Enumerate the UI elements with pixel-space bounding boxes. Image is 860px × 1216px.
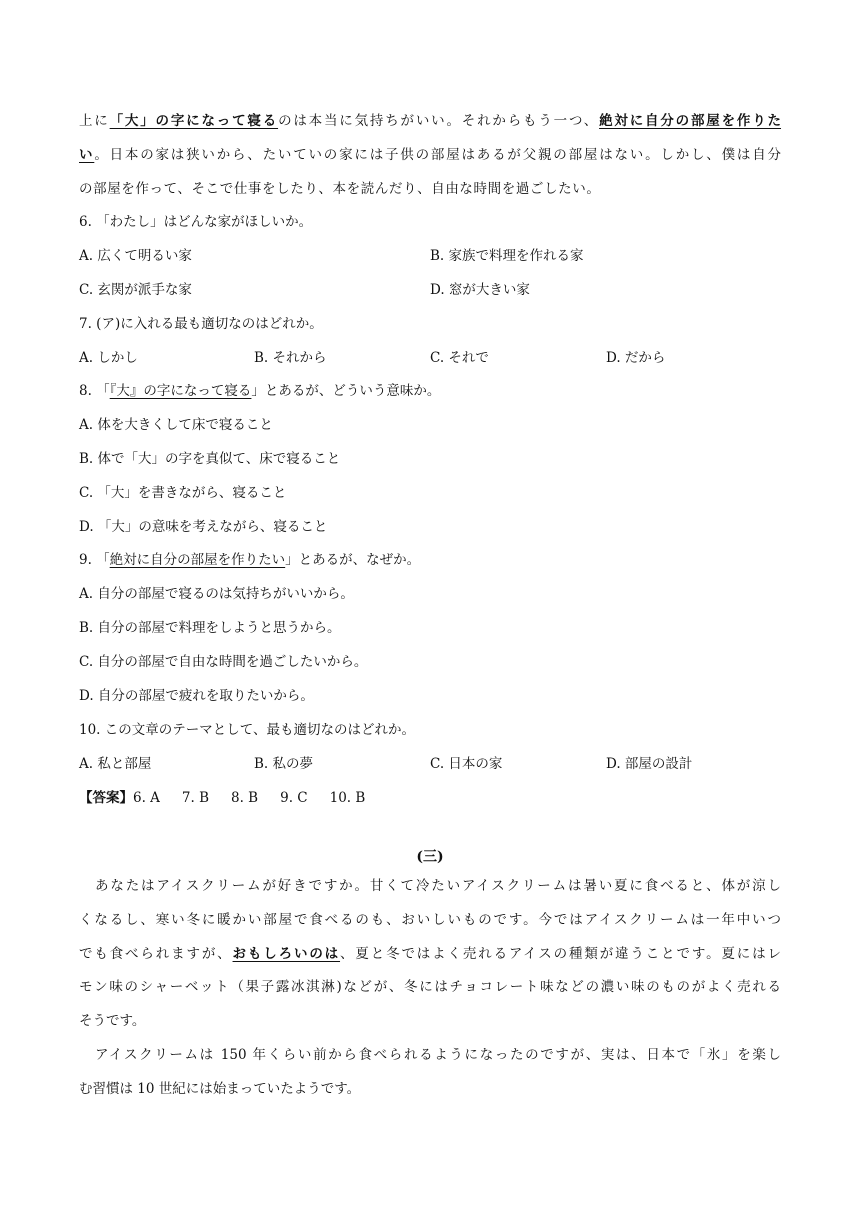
q9-option-b: B. 自分の部屋で料理をしようと思うから。	[79, 620, 341, 636]
text: 」とあるが、どういう意味か。	[251, 383, 441, 399]
passage-line-3: の部屋を作って、そこで仕事をしたり、本を読んだり、自由な時間を過ごしたい。	[79, 181, 601, 197]
q8-option-c: C. 「大」を書きながら、寝ること	[79, 485, 287, 501]
underlined-quote: 絶対に自分の部屋を作りたい	[109, 552, 286, 568]
q10-option-b: B. 私の夢	[254, 756, 314, 772]
q10-option-a: A. 私と部屋	[79, 756, 152, 772]
section3-p1-line-4: モン味のシャーベット（果子露冰淇淋)などが、冬にはチョコレート味などの濃い味のものがよく売れる	[79, 979, 781, 995]
text: 。日本の家は狭いから、たいていの家には子供の部屋はあるが父親の部屋はない。しかし、僕は自分	[94, 147, 782, 163]
question-6: 6. 「わたし」はどんな家がほしいか。	[79, 214, 313, 230]
q9-option-a: A. 自分の部屋で寝るのは気持ちがいいから。	[79, 586, 354, 602]
answer-key	[79, 788, 781, 808]
section3-p1-line-3	[79, 944, 781, 964]
underlined-quote: 『大』の字になって寝る	[109, 383, 252, 399]
answer-7: 7. B	[181, 790, 210, 806]
section3-p2-line-2: む習慣は 10 世紀には始まっていたようです。	[79, 1081, 361, 1097]
passage-line-1	[79, 111, 781, 131]
q7-option-c: C. それで	[430, 350, 489, 366]
question-10: 10. この文章のテーマとして、最も適切なのはどれか。	[79, 722, 415, 738]
underlined-phrase-room-end: い	[79, 147, 95, 163]
text: 9. 「	[79, 552, 110, 568]
text: のは本当に気持ちがいい。それからもう一つ、	[278, 113, 600, 129]
text: 8. 「	[79, 383, 110, 399]
underlined-phrase-dai: 「大」の字になって寝る	[109, 113, 279, 129]
q6-option-a: A. 広くて明るい家	[79, 248, 192, 264]
underlined-phrase-interesting: おもしろいのは	[232, 946, 341, 962]
q10-option-d: D. 部屋の設計	[606, 756, 693, 772]
section3-p1-line-2: くなるし、寒い冬に暖かい部屋で食べるのも、おいしいものです。今ではアイスクリームは一年中いつ	[79, 912, 781, 928]
answer-8: 8. B	[231, 790, 259, 806]
section3-p1-line-1: あなたはアイスクリームが好きですか。甘くて冷たいアイスクリームは暑い夏に食べると、体が涼し	[95, 878, 781, 894]
question-7: 7. (ア)に入れる最も適切なのはどれか。	[79, 316, 323, 332]
answer-label: 【答案】	[79, 790, 133, 806]
answer-10: 10. B	[329, 790, 366, 806]
q10-option-c: C. 日本の家	[430, 756, 503, 772]
answer-9: 9. C	[280, 790, 308, 806]
answer-6: 6. A	[133, 790, 160, 806]
section3-p1-line-5: そうです。	[79, 1013, 146, 1029]
section3-p2-line-1: アイスクリームは 150 年くらい前から食べられるようになったのですが、実は、日本で「氷」を楽し	[95, 1047, 781, 1063]
passage-line-2	[79, 145, 781, 165]
underlined-phrase-room: 絶対に自分の部屋を作りた	[599, 113, 782, 129]
q8-option-a: A. 体を大きくして床で寝ること	[79, 417, 273, 433]
q6-option-b: B. 家族で料理を作れる家	[430, 248, 584, 264]
question-8	[79, 381, 781, 401]
q7-option-b: B. それから	[254, 350, 327, 366]
q9-option-d: D. 自分の部屋で疲れを取りたいから。	[79, 688, 314, 704]
text: 」とあるが、なぜか。	[285, 552, 421, 568]
text: でも食べられますが、	[79, 946, 233, 962]
q6-option-d: D. 窓が大きい家	[430, 282, 530, 298]
q9-option-c: C. 自分の部屋で自由な時間を過ごしたいから。	[79, 654, 368, 670]
q8-option-b: B. 体で「大」の字を真似て、床で寝ること	[79, 451, 341, 467]
q6-option-c: C. 玄関が派手な家	[79, 282, 192, 298]
section-heading: (三)	[416, 849, 444, 865]
q7-option-d: D. だから	[606, 350, 666, 366]
text: 上に	[79, 113, 110, 129]
q7-option-a: A. しかし	[79, 350, 138, 366]
question-9	[79, 550, 781, 570]
text: 、夏と冬ではよく売れるアイスの種類が違うことです。夏にはレ	[340, 946, 782, 962]
q8-option-d: D. 「大」の意味を考えながら、寝ること	[79, 519, 328, 535]
